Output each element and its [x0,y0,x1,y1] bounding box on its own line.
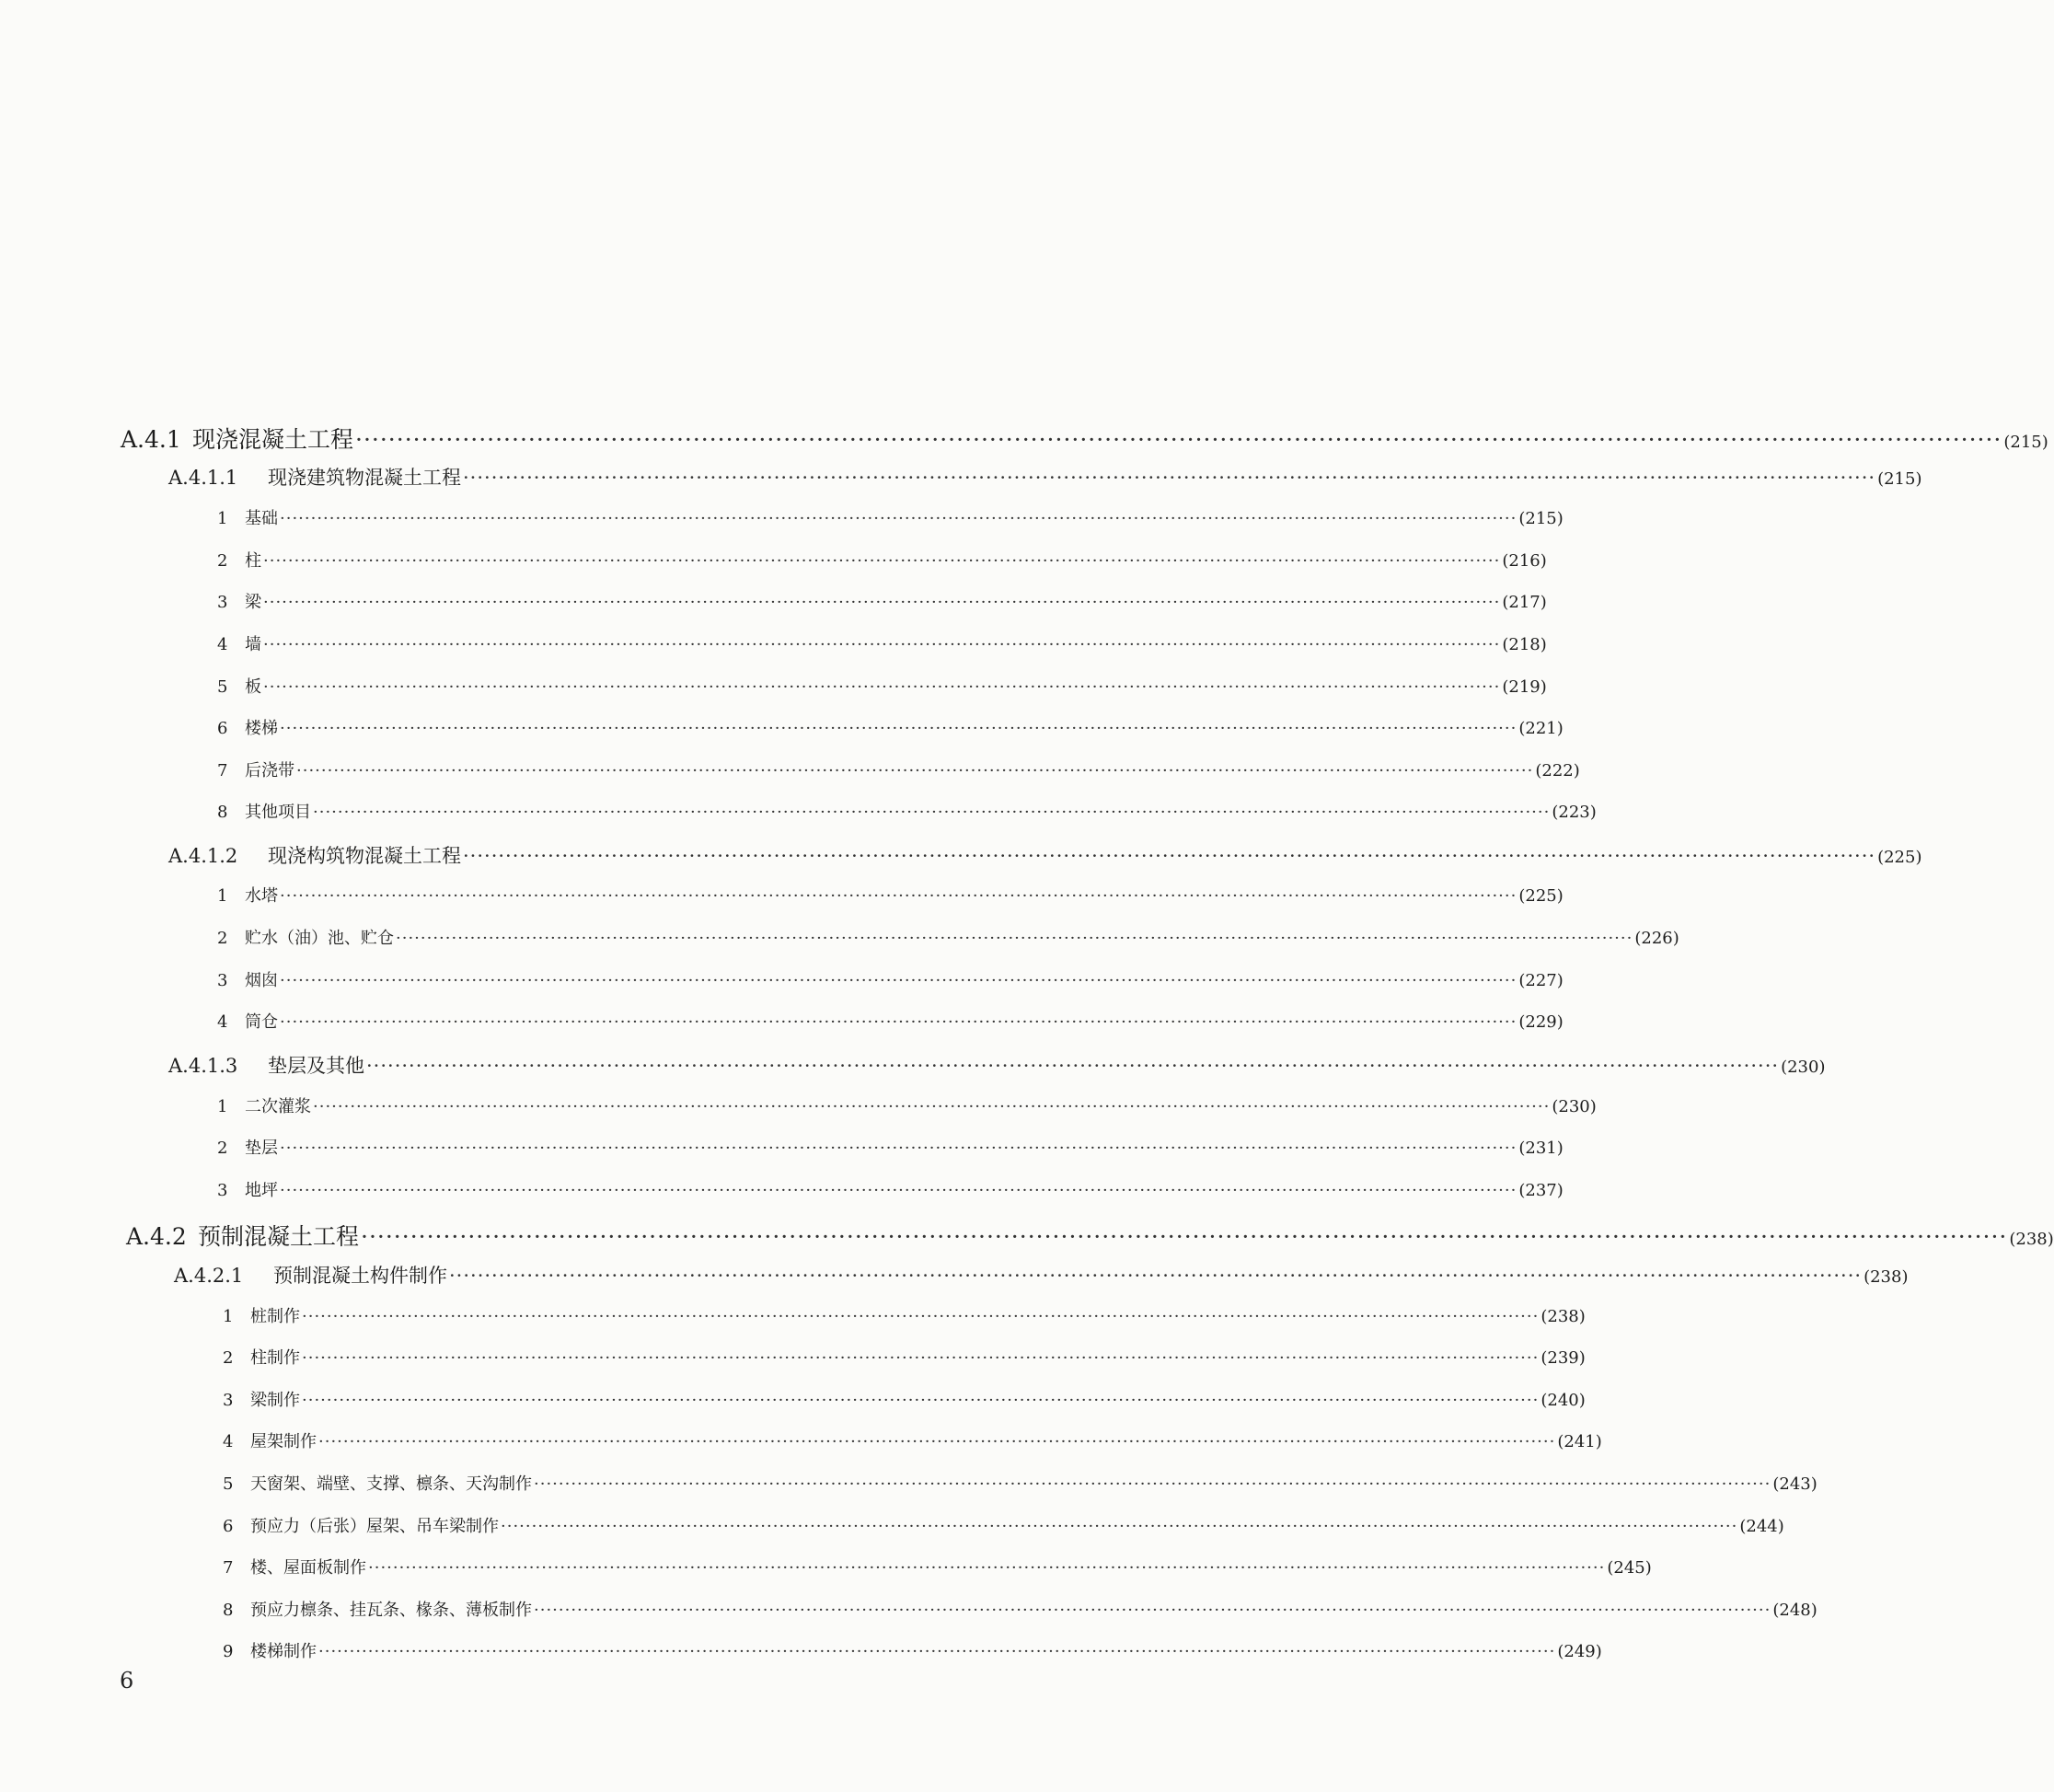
toc-entry-page: (240) [1540,1391,1586,1410]
toc-entry-title: 二次灌浆 [245,1097,311,1116]
toc-entry-number: A.4.1.3 [168,1055,238,1077]
dot-leader: ········································································································································································································ [280,971,1517,990]
toc-entry-number: 5 [217,677,228,697]
toc-entry-page: (225) [1877,848,1922,867]
dot-leader: ········································································································································································································ [280,509,1517,528]
dot-leader: ········································································································································································································ [463,845,1876,867]
toc-entry-page: (239) [1540,1348,1586,1368]
toc-entry-title: 天窗架、端壁、支撑、檩条、天沟制作 [250,1474,532,1494]
toc-entry-title: 预制混凝土构件制作 [273,1265,447,1287]
toc-entry[interactable] [217,967,1564,991]
toc-entry-page: (237) [1518,1181,1564,1200]
toc-entry-page: (238) [1864,1267,1909,1287]
toc-entry[interactable] [217,1009,1564,1033]
dot-leader: ········································································································································································································ [302,1307,1540,1326]
dot-leader: ········································································································································································································ [280,886,1517,906]
dot-leader: ········································································································································································································ [318,1642,1556,1661]
toc-entry[interactable] [217,883,1564,907]
toc-entry-number: 5 [223,1474,234,1494]
toc-entry-title: 板 [245,677,261,697]
toc-entry-title: 地坪 [245,1181,278,1200]
toc-entry-title: 现浇建筑物混凝土工程 [268,467,461,489]
toc-entry-number: 7 [223,1558,234,1578]
toc-entry-page: (215) [1877,469,1922,489]
toc-entry-number: 7 [217,761,228,780]
toc-entry[interactable] [217,925,1679,949]
toc-entry-page: (230) [1781,1058,1826,1077]
toc-entry-title: 预应力（后张）屋架、吊车梁制作 [250,1517,499,1536]
toc-entry-page: (229) [1518,1012,1564,1032]
toc-entry-page: (217) [1502,593,1547,612]
toc-entry-number: 6 [223,1517,234,1536]
toc-entry-number: 3 [217,1181,228,1200]
dot-leader: ········································································································································································································ [534,1474,1771,1494]
toc-entry[interactable] [217,589,1547,613]
toc-entry[interactable] [217,1135,1564,1159]
toc-entry-page: (248) [1772,1601,1817,1620]
toc-entry[interactable] [223,1638,1602,1662]
toc-entry-number: 1 [217,886,228,906]
toc-entry[interactable] [217,1093,1597,1117]
toc-entry[interactable] [223,1513,1784,1537]
toc-entry-number: 2 [223,1348,234,1368]
toc-entry-page: (223) [1552,803,1597,822]
toc-entry-title: 楼、屋面板制作 [250,1558,366,1578]
toc-entry[interactable] [223,1555,1652,1578]
toc-entry[interactable] [217,757,1580,781]
toc-entry-page: (231) [1518,1139,1564,1158]
toc-entry-page: (241) [1557,1432,1602,1451]
toc-entry[interactable] [223,1597,1817,1621]
toc-entry-title: 柱 [245,551,261,571]
toc-entry-number: 1 [223,1307,234,1326]
toc-entry-title: 梁 [245,593,261,612]
toc-entry-number: 3 [217,971,228,990]
dot-leader: ········································································································································································································ [280,1012,1517,1032]
dot-leader: ········································································································································································································ [318,1432,1556,1451]
dot-leader: ········································································································································································································ [263,551,1501,571]
toc-entry-number: A.4.1.2 [168,845,238,867]
toc-entry-title: 后浇带 [245,761,294,780]
dot-leader: ········································································································································································································ [280,1181,1517,1200]
dot-leader: ········································································································································································································ [463,467,1876,489]
toc-entry-page: (249) [1557,1642,1602,1661]
toc-entry-title: 预制混凝土工程 [198,1223,360,1250]
dot-leader: ········································································································································································································ [355,426,2002,453]
toc-entry-number: 4 [223,1432,234,1451]
toc-entry-number: 8 [217,803,228,822]
toc-entry-page: (244) [1739,1517,1784,1536]
dot-leader: ········································································································································································································ [361,1223,2008,1250]
page-number: 6 [120,1668,134,1694]
toc-entry-title: 柱制作 [250,1348,300,1368]
toc-entry-page: (215) [1518,509,1564,528]
toc-entry[interactable] [223,1428,1602,1452]
toc-entry-page: (225) [1518,886,1564,906]
toc-entry-number: 2 [217,551,228,571]
toc-entry[interactable] [168,463,1922,491]
toc-entry-number: 4 [217,1012,228,1032]
dot-leader: ········································································································································································································ [313,1097,1551,1116]
toc-entry[interactable] [223,1471,1817,1495]
toc-entry-page: (215) [2003,433,2048,452]
toc-entry-title: 楼梯制作 [250,1642,317,1661]
toc-entry[interactable] [121,422,2048,455]
toc-entry-number: 3 [223,1391,234,1410]
toc-entry-number: 6 [217,719,228,738]
toc-entry-page: (238) [2009,1230,2054,1249]
dot-leader: ········································································································································································································ [368,1558,1606,1578]
toc-entry-title: 楼梯 [245,719,278,738]
toc-entry-title: 梁制作 [250,1391,300,1410]
dot-leader: ········································································································································································································ [534,1601,1771,1620]
toc-entry-number: 4 [217,635,228,654]
toc-entry-page: (221) [1518,719,1564,738]
toc-entry-number: 2 [217,929,228,948]
toc-entry-number: 2 [217,1139,228,1158]
toc-entry[interactable] [217,548,1547,572]
dot-leader: ········································································································································································································ [263,677,1501,697]
toc-entry[interactable] [223,1303,1586,1327]
dot-leader: ········································································································································································································ [280,1139,1517,1158]
toc-entry[interactable] [217,799,1597,823]
toc-entry-title: 预应力檩条、挂瓦条、椽条、薄板制作 [250,1601,532,1620]
dot-leader: ········································································································································································································ [313,803,1551,822]
toc-entry-number: A.4.2 [126,1223,187,1250]
toc-entry-title: 垫层及其他 [268,1055,364,1077]
toc-entry-number: A.4.1 [121,426,181,453]
toc-entry-title: 现浇构筑物混凝土工程 [268,845,461,867]
toc-entry[interactable] [223,1387,1586,1411]
toc-entry-page: (226) [1634,929,1679,948]
toc-entry-number: 1 [217,1097,228,1116]
toc-entry-number: 3 [217,593,228,612]
toc-entry-title: 贮水（油）池、贮仓 [245,929,394,948]
toc-entry-page: (227) [1518,971,1564,990]
toc-entry-page: (219) [1502,677,1547,697]
toc-entry-number: 9 [223,1642,234,1661]
dot-leader: ········································································································································································································ [263,635,1501,654]
toc-entry-title: 垫层 [245,1139,278,1158]
toc-entry-number: A.4.2.1 [174,1265,244,1287]
toc-entry-title: 桩制作 [250,1307,300,1326]
toc-entry-number: A.4.1.1 [168,467,238,489]
toc-entry[interactable] [217,505,1564,529]
toc-entry-page: (243) [1772,1474,1817,1494]
toc-entry[interactable] [126,1219,2054,1252]
toc-entry[interactable] [217,631,1547,655]
toc-entry[interactable] [174,1261,1909,1289]
dot-leader: ········································································································································································································ [302,1348,1540,1368]
dot-leader: ········································································································································································································ [449,1265,1863,1287]
dot-leader: ········································································································································································································ [296,761,1534,780]
toc-entry-title: 屋架制作 [250,1432,317,1451]
dot-leader: ········································································································································································································ [501,1517,1738,1536]
dot-leader: ········································································································································································································ [302,1391,1540,1410]
toc-entry-title: 其他项目 [245,803,311,822]
toc-entry-number: 8 [223,1601,234,1620]
dot-leader: ········································································································································································································ [396,929,1633,948]
toc-entry-title: 现浇混凝土工程 [192,426,354,453]
toc-entry-title: 墙 [245,635,261,654]
toc-entry-page: (222) [1535,761,1580,780]
toc-entry-title: 水塔 [245,886,278,906]
toc-entry[interactable] [217,1177,1564,1201]
toc-entry-page: (218) [1502,635,1547,654]
toc-entry[interactable] [168,841,1922,869]
toc-entry-title: 基础 [245,509,278,528]
toc-entry-page: (238) [1540,1307,1586,1326]
toc-entry-title: 烟囱 [245,971,278,990]
toc-entry[interactable] [168,1051,1826,1079]
toc-entry[interactable] [217,674,1547,698]
toc-entry-number: 1 [217,509,228,528]
toc-entry-page: (230) [1552,1097,1597,1116]
toc-entry[interactable] [217,715,1564,739]
toc-entry[interactable] [223,1345,1586,1369]
dot-leader: ········································································································································································································ [263,593,1501,612]
dot-leader: ········································································································································································································ [280,719,1517,738]
toc-entry-title: 筒仓 [245,1012,278,1032]
toc-entry-page: (245) [1607,1558,1652,1578]
dot-leader: ········································································································································································································ [366,1055,1780,1077]
toc-entry-page: (216) [1502,551,1547,571]
